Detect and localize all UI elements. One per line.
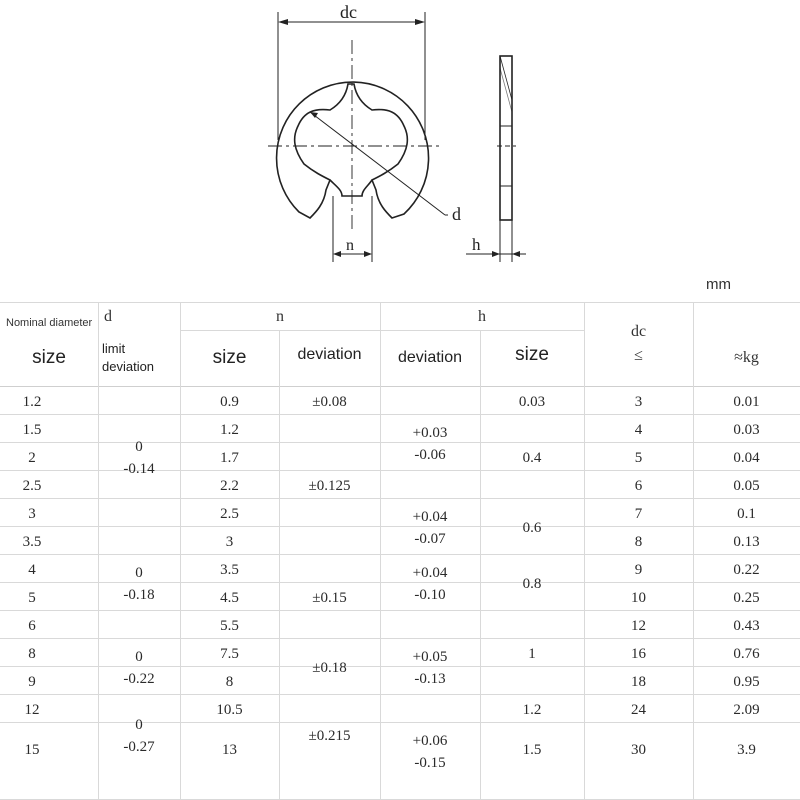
cell-n-size: 2.2	[220, 477, 239, 494]
cell-weight: 0.05	[733, 477, 760, 494]
cell-size: 6	[28, 617, 36, 634]
cell-dc: 12	[631, 617, 646, 634]
cell-d-limit-deviation: 0 -0.18	[123, 564, 155, 603]
cell-dc: 8	[634, 533, 643, 550]
cell-dc: 3	[634, 393, 643, 410]
cell-n-deviation: ±0.125	[308, 477, 351, 494]
cell-d-limit-deviation: 0 -0.14	[123, 438, 155, 477]
header-h-size: size	[515, 343, 549, 365]
group-header-n: n	[276, 308, 284, 325]
cell-h-deviation: +0.05 -0.13	[412, 648, 448, 687]
cell-weight: 0.01	[733, 393, 760, 410]
cell-d-limit-deviation: 0 -0.27	[123, 716, 155, 755]
cell-h-size: 0.4	[522, 449, 542, 466]
cell-h-size: 1.5	[522, 741, 542, 758]
cell-n-size: 7.5	[220, 645, 239, 662]
unit-label: mm	[706, 276, 731, 293]
cell-dc: 10	[631, 589, 646, 606]
header-n-size: size	[212, 346, 247, 368]
cell-n-deviation: ±0.18	[312, 659, 347, 676]
cell-h-size: 0.6	[522, 519, 542, 536]
header-limit-deviation: limit deviation	[102, 340, 155, 374]
header-h-deviation: deviation	[397, 349, 463, 366]
cell-n-size: 1.2	[220, 421, 239, 438]
cell-size: 8	[28, 645, 36, 662]
cell-dc: 30	[631, 741, 646, 758]
nominal-diameter-label: Nominal diameter	[6, 317, 93, 329]
cell-n-size: 2.5	[220, 505, 239, 522]
cell-dc: 7	[634, 505, 643, 522]
cell-weight: 0.76	[733, 645, 760, 662]
cell-size: 5	[28, 589, 36, 606]
cell-n-size: 4.5	[220, 589, 239, 606]
cell-size: 1.5	[22, 421, 42, 438]
cell-n-size: 1.7	[220, 449, 239, 466]
cell-h-size: 1.2	[522, 701, 542, 718]
cell-weight: 2.09	[733, 701, 760, 718]
cell-size: 3	[28, 505, 36, 522]
cell-h-size: 0.8	[522, 575, 542, 592]
cell-dc: 4	[634, 421, 643, 438]
cell-h-size: 1	[528, 645, 536, 662]
cell-h-deviation: +0.04 -0.07	[412, 508, 448, 547]
cell-n-deviation: ±0.215	[308, 727, 351, 744]
n-label: n	[346, 237, 354, 254]
cell-dc: 6	[634, 477, 643, 494]
header-weight: ≈kg	[734, 349, 759, 366]
cell-weight: 0.13	[733, 533, 760, 550]
dc-label: dc	[340, 2, 357, 22]
e-clip-technical-drawing	[0, 0, 800, 270]
cell-size: 2.5	[22, 477, 42, 494]
cell-n-size: 3	[225, 533, 234, 550]
cell-n-deviation: ±0.15	[312, 589, 347, 606]
cell-weight: 0.04	[733, 449, 760, 466]
cell-n-size: 3.5	[220, 561, 239, 578]
cell-size: 1.2	[22, 393, 42, 410]
group-header-h: h	[478, 308, 486, 325]
cell-size: 3.5	[22, 533, 42, 550]
cell-size: 9	[28, 673, 36, 690]
cell-h-deviation: +0.04 -0.10	[412, 564, 448, 603]
cell-dc: 5	[634, 449, 643, 466]
cell-h-deviation: +0.06 -0.15	[412, 732, 448, 771]
cell-dc: 24	[631, 701, 646, 718]
cell-dc: 9	[634, 561, 643, 578]
h-label: h	[472, 235, 481, 254]
cell-weight: 3.9	[737, 741, 756, 758]
cell-dc: 18	[631, 673, 646, 690]
cell-weight: 0.1	[737, 505, 756, 522]
cell-size: 2	[28, 449, 36, 466]
cell-size: 4	[28, 561, 36, 578]
cell-n-size: 0.9	[220, 393, 239, 410]
cell-weight: 0.03	[733, 421, 760, 438]
cell-n-size: 10.5	[216, 701, 243, 718]
cell-size: 12	[24, 701, 40, 718]
cell-weight: 0.95	[733, 673, 760, 690]
cell-n-size: 5.5	[220, 617, 239, 634]
cell-n-size: 13	[222, 741, 237, 758]
header-size: size	[32, 346, 66, 368]
d-label: d	[452, 204, 461, 224]
cell-d-limit-deviation: 0 -0.22	[123, 648, 155, 687]
cell-n-size: 8	[225, 673, 234, 690]
cell-n-deviation: ±0.08	[312, 393, 347, 410]
cell-h-deviation: +0.03 -0.06	[412, 424, 448, 463]
group-header-d: d	[104, 308, 112, 325]
header-n-deviation: deviation	[297, 346, 362, 363]
cell-weight: 0.22	[733, 561, 760, 578]
cell-weight: 0.25	[733, 589, 760, 606]
cell-size: 15	[24, 741, 40, 758]
cell-h-size: 0.03	[518, 393, 546, 410]
cell-dc: 16	[631, 645, 646, 662]
header-dc: dc ≤	[630, 323, 647, 364]
cell-weight: 0.43	[733, 617, 760, 634]
